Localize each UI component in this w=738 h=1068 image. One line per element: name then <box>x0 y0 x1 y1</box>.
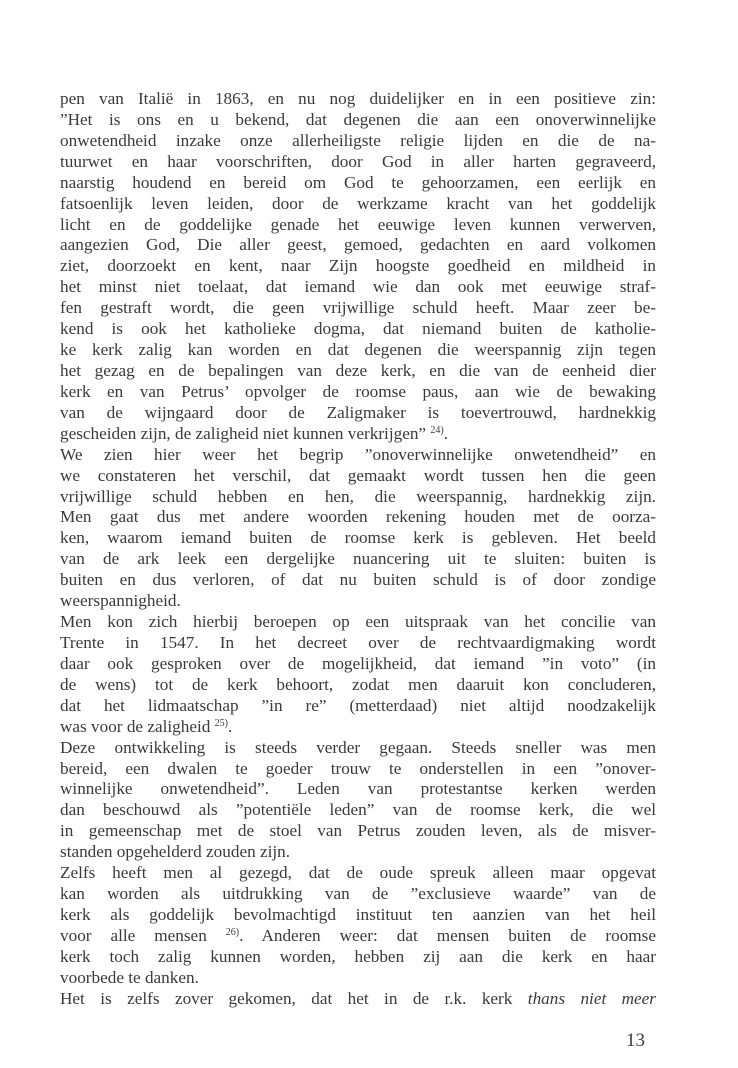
text-segment: vrijwillige schuld hebben en hen, die weerspannig, hardnekkig zijn. <box>60 486 656 506</box>
text-segment: . <box>443 423 448 443</box>
text-line <box>60 382 656 403</box>
text-line <box>60 215 656 236</box>
text-segment: gescheiden zijn, de zaligheid niet kunnen verkrijgen” <box>60 423 431 443</box>
text-line <box>60 905 656 926</box>
text-segment: aangezien God, Die aller geest, gemoed, gedachten en aard volkomen <box>60 235 656 255</box>
text-segment: fen gestraft wordt, die geen vrijwillige schuld heeft. Maar zeer be- <box>60 298 656 318</box>
text-segment: . Anderen weer: dat mensen buiten de roomse <box>239 925 656 945</box>
text-segment: winnelijke onwetendheid”. Leden van protestantse kerken werden <box>60 779 656 799</box>
text-line <box>60 926 656 947</box>
text-line <box>60 654 656 675</box>
text-line <box>60 947 656 968</box>
text-line <box>60 256 656 277</box>
text-line <box>60 445 656 466</box>
text-segment: licht en de goddelijke genade het eeuwige leven kunnen verwerven, <box>60 214 656 234</box>
text-segment: dat het lidmaatschap ”in re” (metterdaad) niet altijd noodzakelijk <box>60 695 656 715</box>
text-segment: bereid, een dwalen te goeder trouw te onderstellen in een ”onover- <box>60 758 656 778</box>
text-line <box>60 759 656 780</box>
text-segment: fatsoenlijk leven leiden, door de werkzame kracht van het goddelijk <box>60 193 656 213</box>
text-segment: We zien hier weer het begrip ”onoverwinnelijke onwetendheid” en <box>60 444 656 464</box>
text-line <box>60 298 656 319</box>
text-line <box>60 884 656 905</box>
text-segment: onwetendheid inzake onze allerheiligste religie lijden en die de na- <box>60 130 656 150</box>
text-segment: in gemeenschap met de stoel van Petrus zouden leven, als de misver- <box>60 821 656 841</box>
text-segment: Men kon zich hierbij beroepen op een uitspraak van het concilie van <box>60 612 656 632</box>
text-segment: we constateren het verschil, dat gemaakt wordt tussen hen die geen <box>60 465 656 485</box>
page-number: 13 <box>626 1030 645 1051</box>
text-line <box>60 152 656 173</box>
text-line <box>60 989 656 1010</box>
text-line <box>60 235 656 256</box>
text-segment: ke kerk zalig kan worden en dat degenen die weerspannig zijn tegen <box>60 340 656 360</box>
text-segment: dan beschouwd als ”potentiële leden” van de roomse kerk, die wel <box>60 800 656 820</box>
text-segment: van de wijngaard door de Zaligmaker is toevertrouwd, hardnekkig <box>60 402 656 422</box>
text-segment: Deze ontwikkeling is steeds verder gegaan. Steeds sneller was men <box>60 737 656 757</box>
text-line <box>60 591 656 612</box>
text-line <box>60 131 656 152</box>
text-segment: Het is zelfs zover gekomen, dat het in de r.k. kerk <box>60 988 528 1008</box>
text-segment: pen van Italië in 1863, en nu nog duidelijker en in een positieve zin: <box>60 89 656 108</box>
text-line <box>60 549 656 570</box>
text-line <box>60 507 656 528</box>
text-segment: was voor de zaligheid <box>60 716 215 736</box>
text-segment: kerk en van Petrus’ opvolger de roomse paus, aan wie de bewaking <box>60 381 656 401</box>
text-line <box>60 842 656 863</box>
text-segment: kerk als goddelijk bevolmachtigd instituut ten aanzien van het heil <box>60 904 656 924</box>
text-segment: ”Het is ons en u bekend, dat degenen die aan een onoverwinnelijke <box>60 109 656 129</box>
text-line <box>60 466 656 487</box>
body-text <box>60 89 656 1010</box>
text-segment: ken, waarom iemand buiten de roomse kerk is gebleven. Het beeld <box>60 528 656 548</box>
text-segment: ziet, doorzoekt en kent, naar Zijn hoogste goedheid en mildheid in <box>60 256 656 276</box>
text-line <box>60 779 656 800</box>
text-line <box>60 717 656 738</box>
text-segment: kend is ook het katholieke dogma, dat niemand buiten de katholie- <box>60 319 656 339</box>
footnote-ref: 26) <box>225 926 240 938</box>
text-line <box>60 863 656 884</box>
text-line <box>60 173 656 194</box>
text-line <box>60 424 656 445</box>
text-segment: Trente in 1547. In het decreet over de rechtvaardigmaking wordt <box>60 632 656 652</box>
text-segment: weerspannigheid. <box>60 591 181 611</box>
text-line <box>60 361 656 382</box>
text-segment: . <box>227 716 233 736</box>
text-line <box>60 675 656 696</box>
text-line <box>60 696 656 717</box>
text-line <box>60 194 656 215</box>
emphasis-text: thans niet meer <box>527 988 656 1008</box>
text-segment: standen opgehelderd zouden zijn. <box>60 842 291 862</box>
text-segment: kerk toch zalig kunnen worden, hebben zij aan die kerk en haar <box>60 946 656 966</box>
text-line <box>60 968 656 989</box>
text-line <box>60 821 656 842</box>
text-line <box>60 340 656 361</box>
footnote-ref: 25) <box>214 717 228 729</box>
footnote-ref: 24) <box>430 424 444 436</box>
text-segment: het gezag en de bepalingen van deze kerk, en die van de eenheid dier <box>60 360 656 380</box>
text-line <box>60 319 656 340</box>
text-segment: het minst niet toelaat, dat iemand wie dan ook met eeuwige straf- <box>60 277 656 297</box>
text-line <box>60 487 656 508</box>
text-line <box>60 403 656 424</box>
text-line <box>60 110 656 131</box>
text-segment: Zelfs heeft men al gezegd, dat de oude spreuk alleen maar opgevat <box>60 863 656 883</box>
text-segment: daar ook gesproken over de mogelijkheid, dat iemand ”in voto” (in <box>60 653 656 673</box>
text-segment: tuurwet en haar voorschriften, door God in aller harten gegraveerd, <box>60 151 656 171</box>
text-segment: voor alle mensen <box>60 925 226 945</box>
text-line <box>60 612 656 633</box>
text-segment: kan worden als uitdrukking van de ”exclusieve waarde” van de <box>60 884 656 904</box>
text-line <box>60 800 656 821</box>
text-line <box>60 277 656 298</box>
text-line <box>60 89 656 110</box>
text-segment: de wens) tot de kerk behoort, zodat men daaruit kon concluderen, <box>60 674 656 694</box>
text-segment: voorbede te danken. <box>60 967 199 987</box>
text-segment: naarstig houdend en bereid om God te gehoorzamen, een eerlijk en <box>60 172 656 192</box>
text-segment: buiten en dus verloren, of dat nu buiten schuld is of door zondige <box>60 570 656 590</box>
text-line <box>60 633 656 654</box>
text-segment: van de ark leek een dergelijke nuancering uit te sluiten: buiten is <box>60 549 656 569</box>
text-line <box>60 570 656 591</box>
text-line <box>60 528 656 549</box>
text-segment: Men gaat dus met andere woorden rekening houden met de oorza- <box>60 507 656 527</box>
text-line <box>60 738 656 759</box>
